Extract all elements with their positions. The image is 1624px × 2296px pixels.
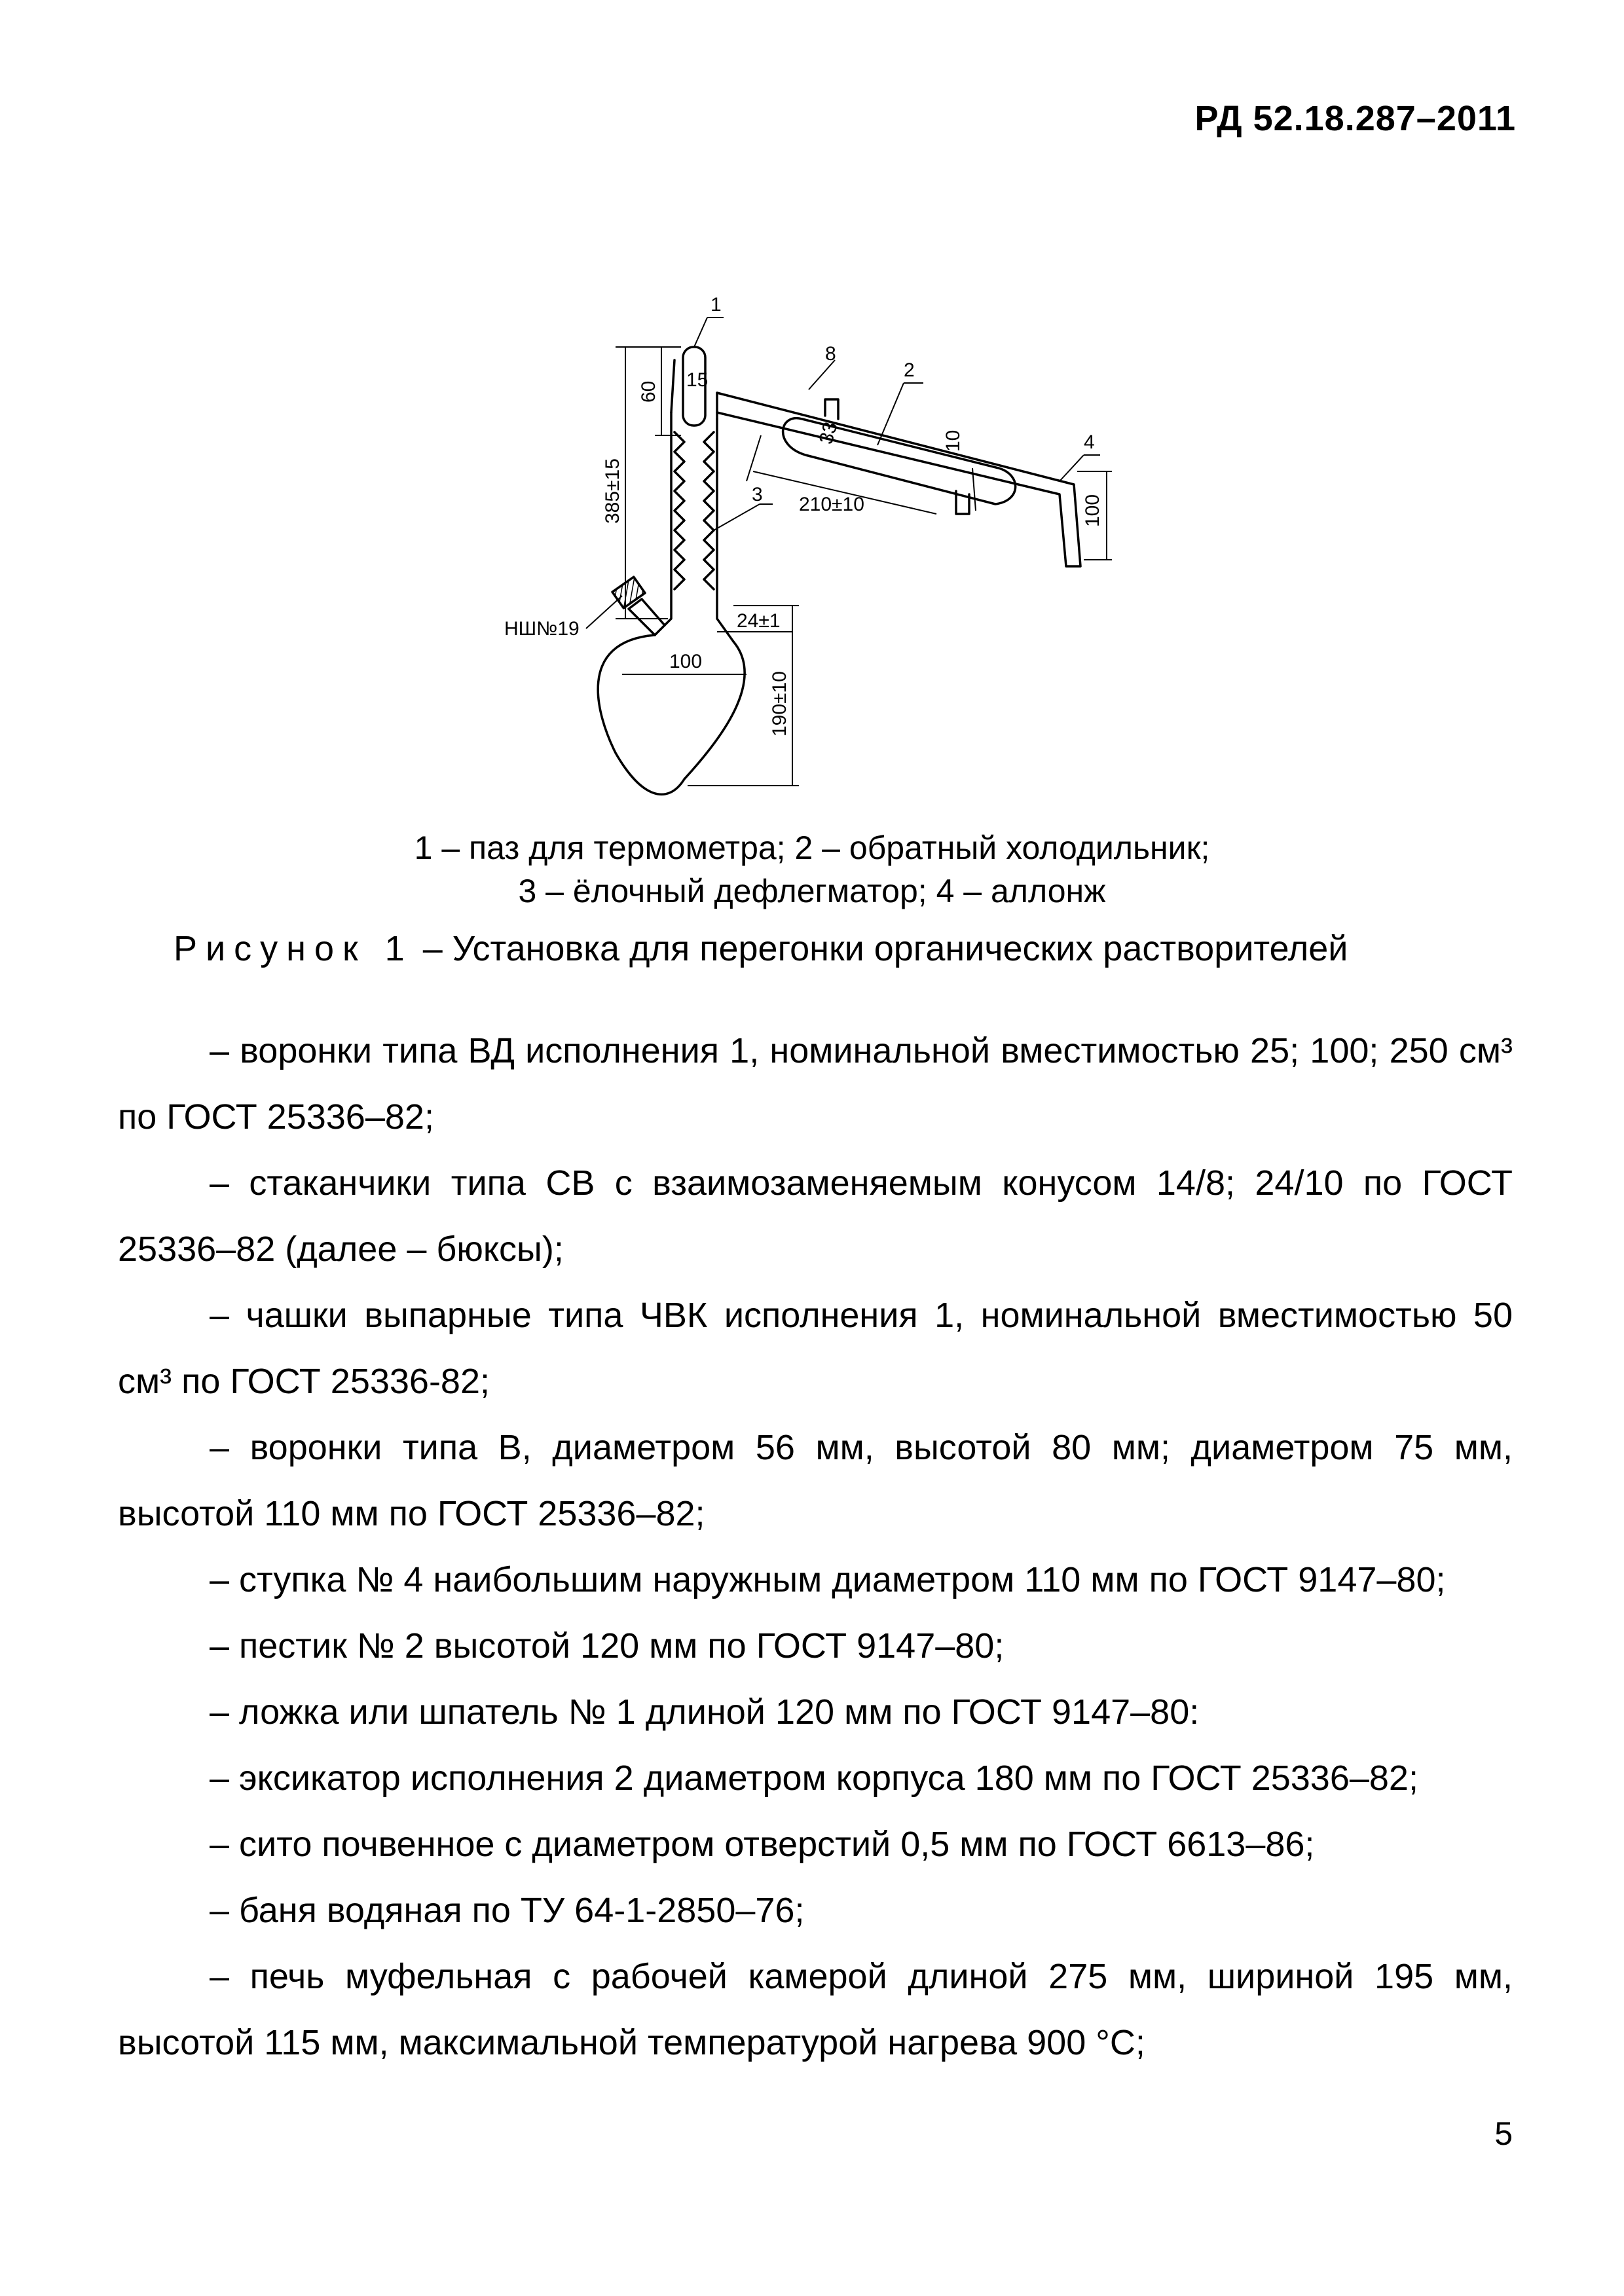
- page-number: 5: [1494, 2115, 1513, 2152]
- column-left-wall: [655, 412, 671, 635]
- distillation-apparatus-figure: [458, 255, 1103, 812]
- callout-4: 4: [1084, 431, 1095, 453]
- list-item: – ложка или шпатель № 1 длиной 120 мм по ГОСТ 9147–80:: [210, 1692, 1200, 1732]
- figure-caption-label: Рисунок 1: [174, 929, 413, 968]
- dim-label-33: 33: [815, 420, 842, 446]
- document-code-header: РД 52.18.287–2011: [1194, 99, 1516, 138]
- column-right-wall: [717, 419, 733, 642]
- dim-label-15: 15: [686, 369, 709, 391]
- dim-label-385: 385±15: [602, 458, 623, 524]
- column-top: [671, 360, 674, 412]
- leader-joint: [586, 596, 622, 629]
- dim-label-60: 60: [638, 380, 659, 403]
- leader-4: [1060, 455, 1084, 481]
- list-item: – печь муфельная с рабочей камерой длиной 275 мм, шириной 195 мм, высотой 115 мм, максимальной температурой нагрева 900 °С;: [118, 1957, 1513, 2062]
- figure-caption: [174, 928, 1348, 969]
- condenser-inlet: [825, 399, 838, 419]
- dim-label-joint: НШ№19: [504, 618, 580, 640]
- list-item: – баня водяная по ТУ 64-1-2850–76;: [210, 1891, 805, 1930]
- callout-2: 2: [904, 359, 915, 381]
- equipment-list: [118, 1018, 1513, 2076]
- list-item: – эксикатор исполнения 2 диаметром корпуса 180 мм по ГОСТ 25336–82;: [210, 1758, 1418, 1798]
- leader-2: [877, 383, 904, 445]
- apparatus-drawing: [458, 255, 1103, 812]
- dim-label-8: 8: [825, 343, 836, 365]
- list-item: – пестик № 2 высотой 120 мм по ГОСТ 9147–80;: [210, 1626, 1005, 1666]
- figure-caption-text: – Установка для перегонки органических растворителей: [422, 929, 1348, 968]
- callout-3: 3: [752, 484, 763, 505]
- figure-legend: [0, 826, 1624, 913]
- legend-line-1: 1 – паз для термометра; 2 – обратный холодильник;: [414, 829, 1210, 866]
- list-item: – ступка № 4 наибольшим наружным диаметром 110 мм по ГОСТ 9147–80;: [210, 1560, 1446, 1599]
- leader-1: [694, 318, 707, 347]
- dim-label-190: 190±10: [769, 671, 790, 737]
- callout-1: 1: [710, 294, 722, 316]
- dephlegmator-zigzag-left: [674, 432, 684, 589]
- list-item: – сито почвенное с диаметром отверстий 0,5 мм по ГОСТ 6613–86;: [210, 1825, 1315, 1864]
- list-item: – воронки типа ВД исполнения 1, номинальной вместимостью 25; 100; 250 см³ по ГОСТ 25336–82;: [118, 1031, 1513, 1137]
- legend-line-2: 3 – ёлочный дефлегматор; 4 – аллонж: [518, 873, 1106, 909]
- ground-joint: [612, 577, 645, 608]
- list-item: – стаканчики типа СВ с взаимозаменяемым конусом 14/8; 24/10 по ГОСТ 25336–82 (далее – бюксы);: [118, 1163, 1513, 1269]
- dephlegmator-zigzag-right: [704, 432, 714, 589]
- dim-label-100-right: 100: [1082, 494, 1103, 527]
- leader-3: [714, 504, 760, 530]
- dim-label-210: 210±10: [799, 494, 864, 515]
- list-item: – чашки выпарные типа ЧВК исполнения 1, номинальной вместимостью 50 см³ по ГОСТ 25336-82;: [118, 1296, 1513, 1401]
- list-item: – воронки типа В, диаметром 56 мм, высотой 80 мм; диаметром 75 мм, высотой 110 мм по ГОСТ 25336–82;: [118, 1428, 1513, 1533]
- dim-label-10: 10: [942, 429, 964, 452]
- dim-label-24: 24±1: [737, 610, 781, 632]
- dim-label-100-flask: 100: [669, 651, 703, 672]
